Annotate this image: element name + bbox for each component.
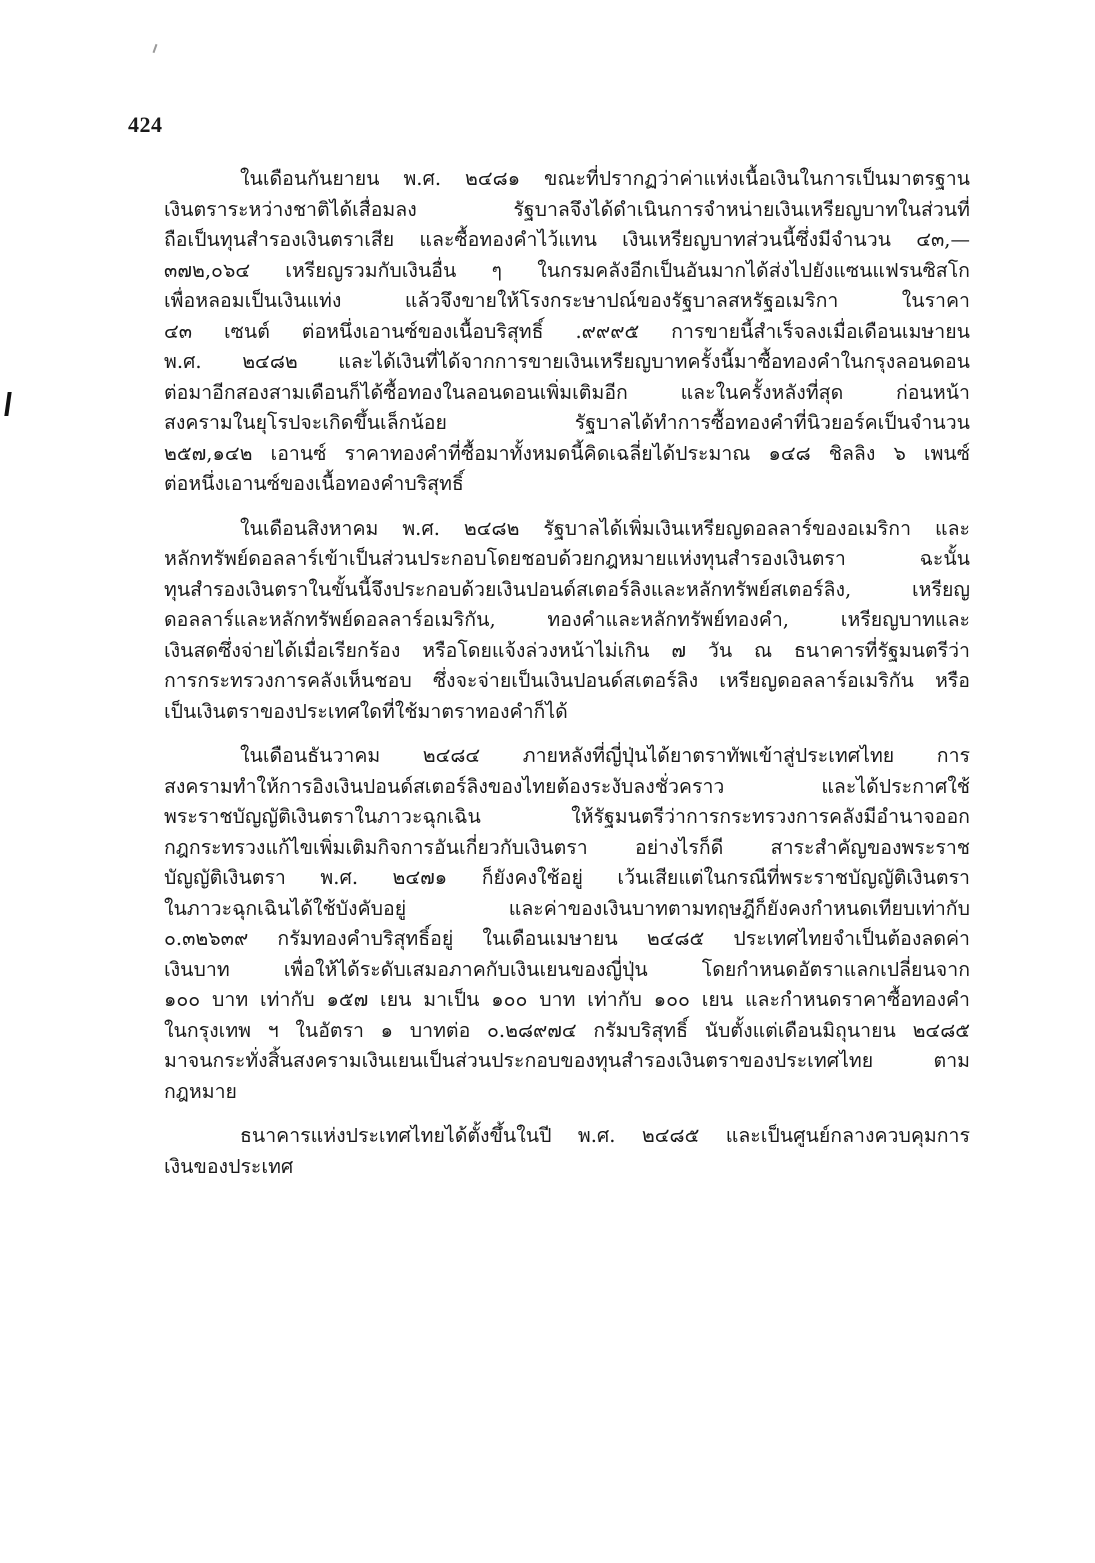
body-text [164,164,970,1182]
text-line: กฎกระทรวงแก้ไขเพิ่มเติมกิจการอันเกี่ยวกับเงินตรา อย่างไรก็ดี สาระสำคัญของพระราช [164,835,970,859]
paragraph-spacer [164,1107,970,1121]
text-line: ทุนสำรองเงินตราในขั้นนี้จึงประกอบด้วยเงินปอนด์สเตอร์ลิงและหลักทรัพย์สเตอร์ลิง, เหรียญ [164,577,970,601]
text-line: ๔๓ เซนต์ ต่อหนึ่งเอานซ์ของเนื้อบริสุทธิ์ .๙๙๙๕ การขายนี้สำเร็จลงเมื่อเดือนเมษายน [164,319,970,343]
text-line: มาจนกระทั่งสิ้นสงครามเงินเยนเป็นส่วนประกอบของทุนสำรองเงินตราของประเทศไทย ตาม [164,1049,970,1072]
text-line: พ.ศ. ๒๔๘๒ และได้เงินที่ได้จากการขายเงินเหรียญบาทครั้งนี้มาซื้อทองคำในกรุงลอนดอน [164,350,970,373]
text-line: เงินของประเทศ [164,1154,294,1178]
text-line: ในเดือนกันยายน พ.ศ. ๒๔๘๑ ขณะที่ปรากฏว่าค่าแห่งเนื้อเงินในการเป็นมาตรฐาน [240,167,970,190]
text-line: สงครามทำให้การอิงเงินปอนด์สเตอร์ลิงของไทยต้องระงับลงชั่วคราว และได้ประกาศใช้ [164,774,970,798]
page-number: 424 [128,112,163,137]
text-line: สงครามในยุโรปจะเกิดขึ้นเล็กน้อย รัฐบาลได้ทำการซื้อทองคำที่นิวยอร์คเป็นจำนวน [164,411,970,434]
text-line: เป็นเงินตราของประเทศใดที่ใช้มาตราทองคำก็ได้ [164,699,568,723]
text-line: ต่อมาอีกสองสามเดือนก็ได้ซื้อทองในลอนดอนเพิ่มเติมอีก และในครั้งหลังที่สุด ก่อนหน้า [164,380,970,404]
text-line: กฎหมาย [164,1079,237,1103]
text-line: เงินตราระหว่างชาติได้เสื่อมลง รัฐบาลจึงได้ดำเนินการจำหน่ายเงินเหรียญบาทในส่วนที่ [164,197,970,221]
scan-speck [153,44,158,53]
paragraph-spacer [164,727,970,741]
text-line: หลักทรัพย์ดอลลาร์เข้าเป็นส่วนประกอบโดยชอบด้วยกฎหมายแห่งทุนสำรองเงินตรา ฉะนั้น [164,547,970,570]
paragraph-dollar-reserves [164,514,970,728]
text-line: การกระทรวงการคลังเห็นชอบ ซึ่งจะจ่ายเป็นเงินปอนด์สเตอร์ลิง เหรียญดอลลาร์อเมริกัน หรือ [164,669,970,692]
text-line: ๐.๓๒๖๓๙ กรัมทองคำบริสุทธิ์อยู่ ในเดือนเมษายน ๒๔๘๕ ประเทศไทยจำเป็นต้องลดค่า [164,927,970,950]
text-line: พระราชบัญญัติเงินตราในภาวะฉุกเฉิน ให้รัฐมนตรีว่าการกระทรวงการคลังมีอำนาจออก [164,805,970,828]
text-line: ในเดือนสิงหาคม พ.ศ. ๒๔๘๒ รัฐบาลได้เพิ่มเงินเหรียญดอลลาร์ของอเมริกา และ [240,516,970,540]
text-line: ในเดือนธันวาคม ๒๔๘๔ ภายหลังที่ญี่ปุ่นได้ยาตราทัพเข้าสู่ประเทศไทย การ [240,744,970,767]
margin-mark [4,392,11,416]
text-line: ๒๕๗,๑๔๒ เอานซ์ ราคาทองคำที่ซื้อมาทั้งหมดนี้คิดเฉลี่ยได้ประมาณ ๑๔๘ ชิลลิง ๖ เพนซ์ [164,441,970,465]
paragraph-spacer [164,500,970,514]
text-line: ในภาวะฉุกเฉินได้ใช้บังคับอยู่ และค่าของเงินบาทตามทฤษฎีก็ยังคงกำหนดเทียบเท่ากับ [164,896,970,920]
text-line: ต่อหนึ่งเอานซ์ของเนื้อทองคำบริสุทธิ์ [164,472,464,495]
text-line: ในกรุงเทพ ฯ ในอัตรา ๑ บาทต่อ ๐.๒๘๙๗๔ กรัมบริสุทธิ์ นับตั้งแต่เดือนมิถุนายน ๒๔๘๕ [164,1018,970,1042]
text-line: ถือเป็นทุนสำรองเงินตราเสีย และซื้อทองคำไว้แทน เงินเหรียญบาทส่วนนี้ซึ่งมีจำนวน ๔๓,— [164,228,970,251]
text-line: บัญญัติเงินตรา พ.ศ. ๒๔๗๑ ก็ยังคงใช้อยู่ เว้นเสียแต่ในกรณีที่พระราชบัญญัติเงินตรา [164,866,970,889]
text-line: ๓๗๒,๐๖๔ เหรียญรวมกับเงินอื่น ๆ ในกรมคลังอีกเป็นอันมากได้ส่งไปยังแซนแฟรนซิสโก [164,258,970,282]
paragraph-gold-purchase [164,164,970,500]
text-line: เงินบาท เพื่อให้ได้ระดับเสมอภาคกับเงินเยนของญี่ปุ่น โดยกำหนดอัตราแลกเปลี่ยนจาก [164,957,970,981]
paragraph-wartime-currency [164,741,970,1107]
text-line: ๑๐๐ บาท เท่ากับ ๑๕๗ เยน มาเป็น ๑๐๐ บาท เท่ากับ ๑๐๐ เยน และกำหนดราคาซื้อทองคำ [164,988,970,1011]
text-line: เพื่อหลอมเป็นเงินแท่ง แล้วจึงขายให้โรงกระษาปณ์ของรัฐบาลสหรัฐอเมริกา ในราคา [164,289,970,312]
text-line: เงินสดซึ่งจ่ายได้เมื่อเรียกร้อง หรือโดยแจ้งล่วงหน้าไม่เกิน ๗ วัน ณ ธนาคารที่รัฐมนตรีว่า [164,638,970,662]
text-line: ดอลลาร์และหลักทรัพย์ดอลลาร์อเมริกัน, ทองคำและหลักทรัพย์ทองคำ, เหรียญบาทและ [164,608,970,631]
text-line: ธนาคารแห่งประเทศไทยได้ตั้งขึ้นในปี พ.ศ. ๒๔๘๕ และเป็นศูนย์กลางควบคุมการ [240,1124,970,1147]
paragraph-bank-of-thailand [164,1121,970,1182]
